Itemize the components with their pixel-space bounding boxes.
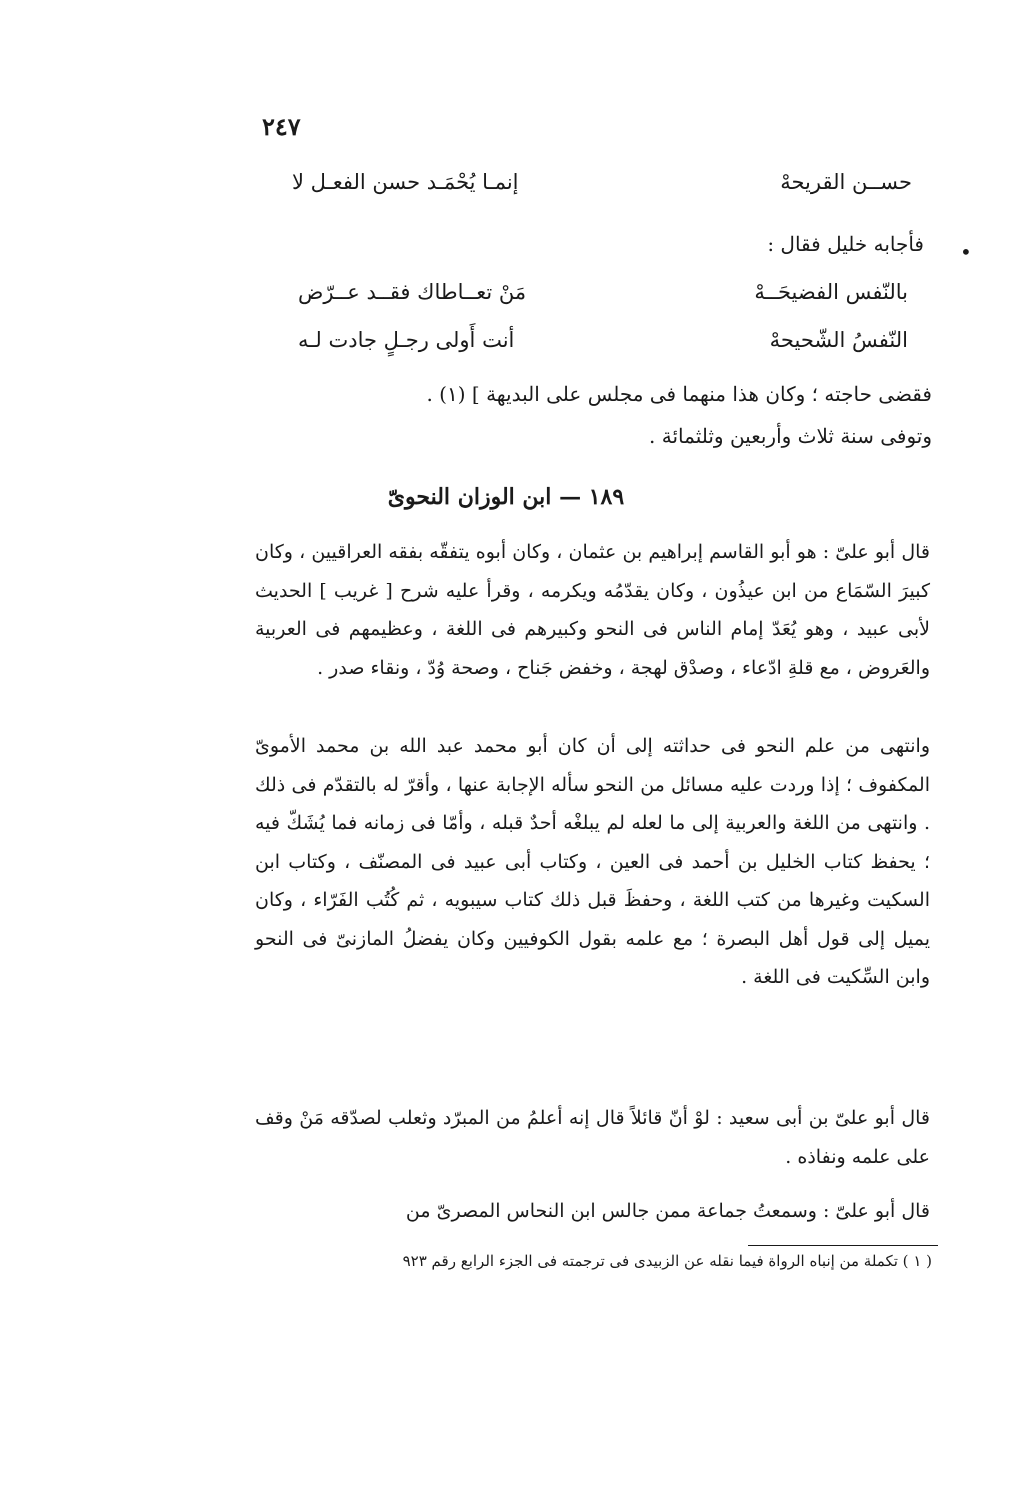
death-note: وتوفى سنة ثلاث وأربعين وثلثمائة . <box>649 424 932 448</box>
left-hemistich: النّفسُ الشّحيحهْ <box>769 328 908 352</box>
body-paragraph: قال أبو علىّ : وسمعتُ جماعة ممن جالس ابن النحاس المصرىّ من <box>405 1200 930 1222</box>
body-paragraph: وانتهى من علم النحو فى حداثته إلى أن كان أبو محمد عبد الله بن محمد الأموىّ المكفوف ؛ إذا وردت عليه مسائل من النحو سأله الإجابة عنها ، وأقرّ له بالتقدّم فى ذلك . وانتهى من اللغة والعربية إلى ما لعله لم يبلغْه أحدٌ قبله ، وأمّا فى زمانه فما يُشَكّ فيه ؛ يحفظ كتاب الخليل بن أحمد فى العين ، وكتاب أبى عبيد فى المصنّف ، وكتاب ابن السكيت وغيرها من كتب اللغة ، وحفظَ قبل ذلك كتاب سيبويه ، ثم كُتُب الفَرّاء ، وكان يميل إلى قول أهل البصرة ؛ مع علمه بقول الكوفيين وكان يفضلُ المازنىّ فى النحو وابن السِّكيت فى اللغة . <box>255 735 930 988</box>
right-hemistich: إنمـا يُحْمَـد حسن الفعـل لا <box>292 170 519 194</box>
conclusion-line: فقضى حاجته ؛ وكان هذا منهما فى مجلس على البديهة ] (١) . <box>426 382 932 406</box>
section-heading: ١٨٩ — ابن الوزان النحوىّ <box>387 484 625 510</box>
margin-bullet: • <box>960 240 972 264</box>
left-hemistich: حســن القريحهْ <box>780 170 912 194</box>
left-hemistich: بالنّفس الفضيحَــهْ <box>754 280 908 304</box>
verse-line <box>298 330 908 351</box>
answer-intro: فأجابه خليل فقال : <box>767 232 924 256</box>
body-paragraph: قال أبو علىّ بن أبى سعيد : لوْ أنّ قائلاً قال إنه أعلمُ من المبرّد وثعلب لصدّقه مَنْ وقف على علمه ونفاذه . <box>255 1107 930 1168</box>
right-hemistich: مَنْ تعــاطاك فقــد عــرّض <box>298 280 527 304</box>
right-hemistich: أنت أَولى رجـلٍ جادت لـه <box>298 328 515 352</box>
verse-line <box>292 172 912 193</box>
body-paragraph: قال أبو علىّ : هو أبو القاسم إبراهيم بن عثمان ، وكان أبوه يتفقّه بفقه العراقيين ، وكان كبيرَ السّمَاع من ابن عيذُون ، وكان يقدّمُه ويكرمه ، وقرأ عليه شرح [ غريب ] الحديث لأبى عبيد ، وهو يُعَدّ إمام الناس فى النحو وكبيرهم فى اللغة ، وعظيمهم فى العربية والعَروض ، مع قلةِ ادّعاء ، وصدْق لهجة ، وخفض جَناح ، وصحة وُدّ ، ونقاء صدر . <box>255 541 930 679</box>
footnote-rule <box>748 1245 938 1246</box>
page-number: ٢٤٧ <box>262 112 301 141</box>
footnote: ( ١ ) تكملة من إنباه الرواة فيما نقله عن الزبيدى فى ترجمته فى الجزء الرابع رقم ٩٢٣ <box>402 1252 932 1270</box>
verse-line <box>298 282 908 303</box>
